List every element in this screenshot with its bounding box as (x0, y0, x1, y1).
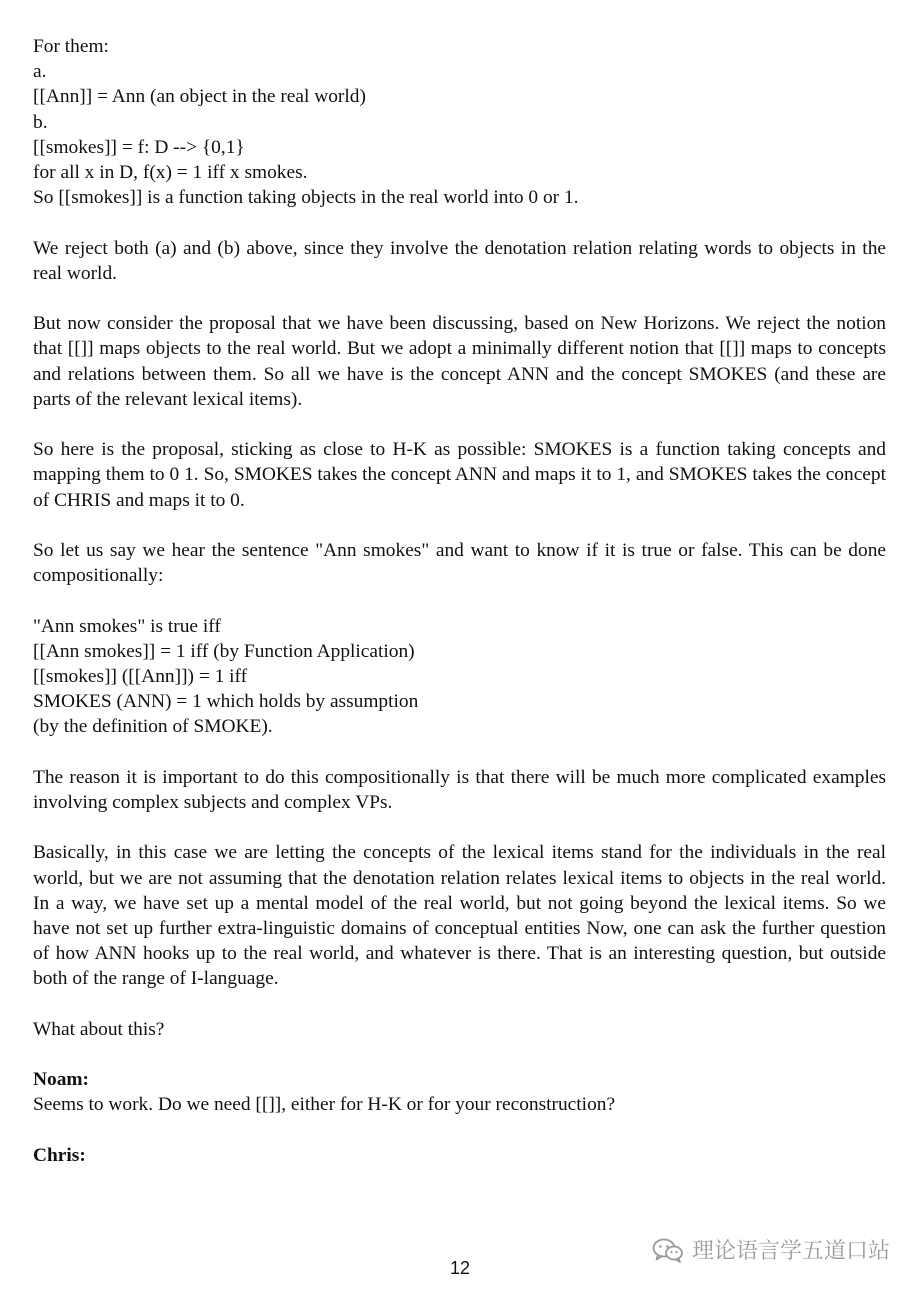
intro-line: a. (33, 61, 47, 83)
paragraph-basically: Basically, in this case we are letting the concepts of the lexical items stand for the individuals in the real world, but we are not assuming that the denotation relation relates lexical items to objects in the real world. In a way, we have set up a mental model of the real world, but not going beyond the lexical items. So we have not set up further extra-linguistic domains of conceptual entities Now, one can ask the further question of how ANN hooks up to the real world, and whatever is there. That is an interesting question, but outside both of the range of I-language. (33, 842, 886, 990)
derivation-line: SMOKES (ANN) = 1 which holds by assumption (33, 691, 419, 713)
page-number: 12 (449, 1258, 471, 1278)
paragraph-reason: The reason it is important to do this compositionally is that there will be much more complicated examples involving complex subjects and complex VPs. (33, 766, 886, 813)
speaker-chris: Chris: (33, 1144, 86, 1166)
derivation-line: (by the definition of SMOKE). (33, 716, 273, 738)
watermark-text: 理论语言学五道口站 (691, 1239, 890, 1264)
paragraph-proposal: But now consider the proposal that we have been discussing, based on New Horizons. We reject the notion that [[]] maps objects to the real world. But we adopt a minimally different notion that [[]] maps to concepts and relations between them. So all we have is the concept ANN and the concept SMOKES (and these are parts of the relevant lexical items). (33, 313, 886, 410)
intro-definitions (33, 34, 886, 210)
derivation-line: "Ann smokes" is true iff (33, 615, 221, 637)
document-page (33, 34, 886, 1168)
paragraph-hk-proposal: So here is the proposal, sticking as close to H-K as possible: SMOKES is a function taking concepts and mapping them to 0 1. So, SMOKES takes the concept ANN and maps it to 1, and SMOKES takes the concept of CHRIS and maps it to 0. (33, 439, 886, 511)
intro-line: for all x in D, f(x) = 1 iff x smokes. (33, 162, 308, 184)
paragraph-reject: We reject both (a) and (b) above, since they involve the denotation relation relating words to objects in the real world. (33, 237, 886, 284)
noam-turn (33, 1067, 886, 1117)
paragraph-sentence: So let us say we hear the sentence "Ann smokes" and want to know if it is true or false. This can be done compositionally: (33, 540, 886, 587)
noam-reply: Seems to work. Do we need [[]], either for H-K or for your reconstruction? (33, 1094, 616, 1116)
intro-line: [[smokes]] = f: D --> {0,1} (33, 136, 245, 158)
intro-line: For them: (33, 36, 109, 57)
intro-line: So [[smokes]] is a function taking objects in the real world into 0 or 1. (33, 187, 579, 209)
intro-line: b. (33, 111, 48, 133)
chris-turn (33, 1143, 886, 1168)
intro-line: [[Ann]] = Ann (an object in the real world) (33, 86, 366, 108)
paragraph-question: What about this? (33, 1018, 165, 1040)
derivation (33, 614, 886, 740)
derivation-line: [[Ann smokes]] = 1 iff (by Function Application) (33, 640, 415, 662)
speaker-noam: Noam: (33, 1069, 90, 1091)
derivation-line: [[smokes]] ([[Ann]]) = 1 iff (33, 666, 248, 687)
